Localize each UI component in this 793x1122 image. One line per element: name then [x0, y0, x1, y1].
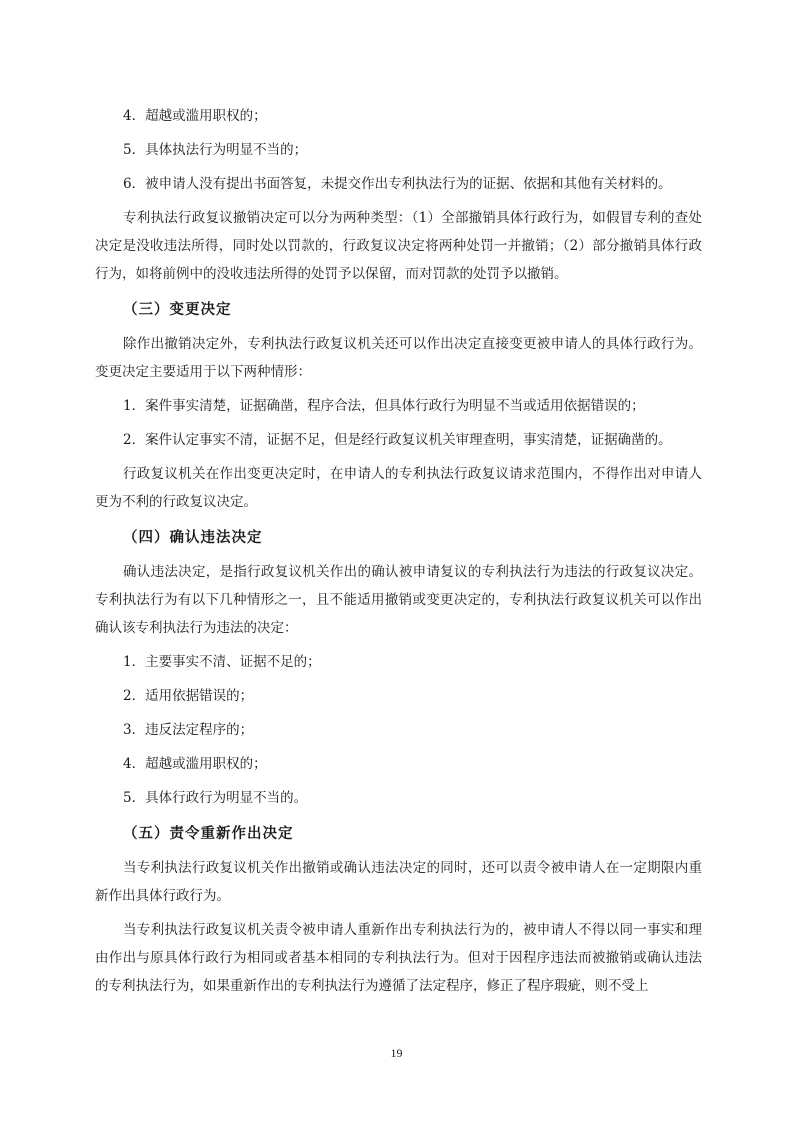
paragraph-change-limit: 行政复议机关在作出变更决定时，在申请人的专利执法行政复议请求范围内，不得作出对申请人更为不利的行政复议决定。: [95, 466, 702, 510]
section-heading-order-redo: （五）责令重新作出决定: [123, 826, 294, 842]
paragraph-confirm-intro: 确认违法决定，是指行政复议机关作出的确认被申请复议的专利执法行为违法的行政复议决定。专利执法行为有以下几种情形之一，且不能适用撤销或变更决定的，专利执法行政复议机关可以作出确认该专利执法行为违法的决定：: [95, 564, 702, 636]
paragraph-redo-1: 当专利执法行政复议机关作出撤销或确认违法决定的同时，还可以责令被申请人在一定期限内重新作出具体行政行为。: [95, 860, 702, 904]
page-number: 19: [390, 1046, 403, 1060]
page-body: [95, 102, 702, 1000]
section-heading-change-decision: （三）变更决定: [123, 302, 232, 318]
paragraph-change-intro: 除作出撤销决定外，专利执法行政复议机关还可以作出决定直接变更被申请人的具体行政行为。变更决定主要适用于以下两种情形：: [95, 336, 702, 380]
list-item: 3．违反法定程序的；: [123, 722, 254, 738]
list-item: 4．超越或滥用职权的；: [123, 108, 267, 124]
list-item: 4．超越或滥用职权的；: [123, 756, 267, 772]
paragraph-redo-2: 当专利执法行政复议机关责令被申请人重新作出专利执法行为的，被申请人不得以同一事实和理由作出与原具体行政行为相同或者基本相同的专利执法行为。但对于因程序违法而被撤销或确认违法的专利执法行为，如果重新作出的专利执法行为遵循了法定程序，修正了程序瑕疵，则不受上: [95, 922, 702, 994]
list-item: 2．案件认定事实不清，证据不足，但是经行政复议机关审理查明，事实清楚，证据确凿的。: [123, 432, 672, 448]
list-item: 2．适用依据错误的；: [123, 688, 254, 704]
section-heading-confirm-illegal: （四）确认违法决定: [123, 530, 263, 546]
list-item: 1．主要事实不清、证据不足的；: [123, 654, 321, 670]
list-item: 6．被申请人没有提出书面答复，未提交作出专利执法行为的证据、依据和其他有关材料的。: [123, 176, 672, 192]
paragraph-revoke-types: 专利执法行政复议撤销决定可以分为两种类型：（1）全部撤销具体行政行为，如假冒专利的查处决定是没收违法所得，同时处以罚款的，行政复议决定将两种处罚一并撤销；（2）部分撤销具体行政行为，如将前例中的没收违法所得的处罚予以保留，而对罚款的处罚予以撤销。: [95, 210, 702, 282]
list-item: 5．具体行政行为明显不当的。: [123, 790, 308, 806]
list-item: 1．案件事实清楚，证据确凿，程序合法，但具体行政行为明显不当或适用依据错误的；: [123, 398, 645, 414]
list-item: 5．具体执法行为明显不当的；: [123, 142, 308, 158]
